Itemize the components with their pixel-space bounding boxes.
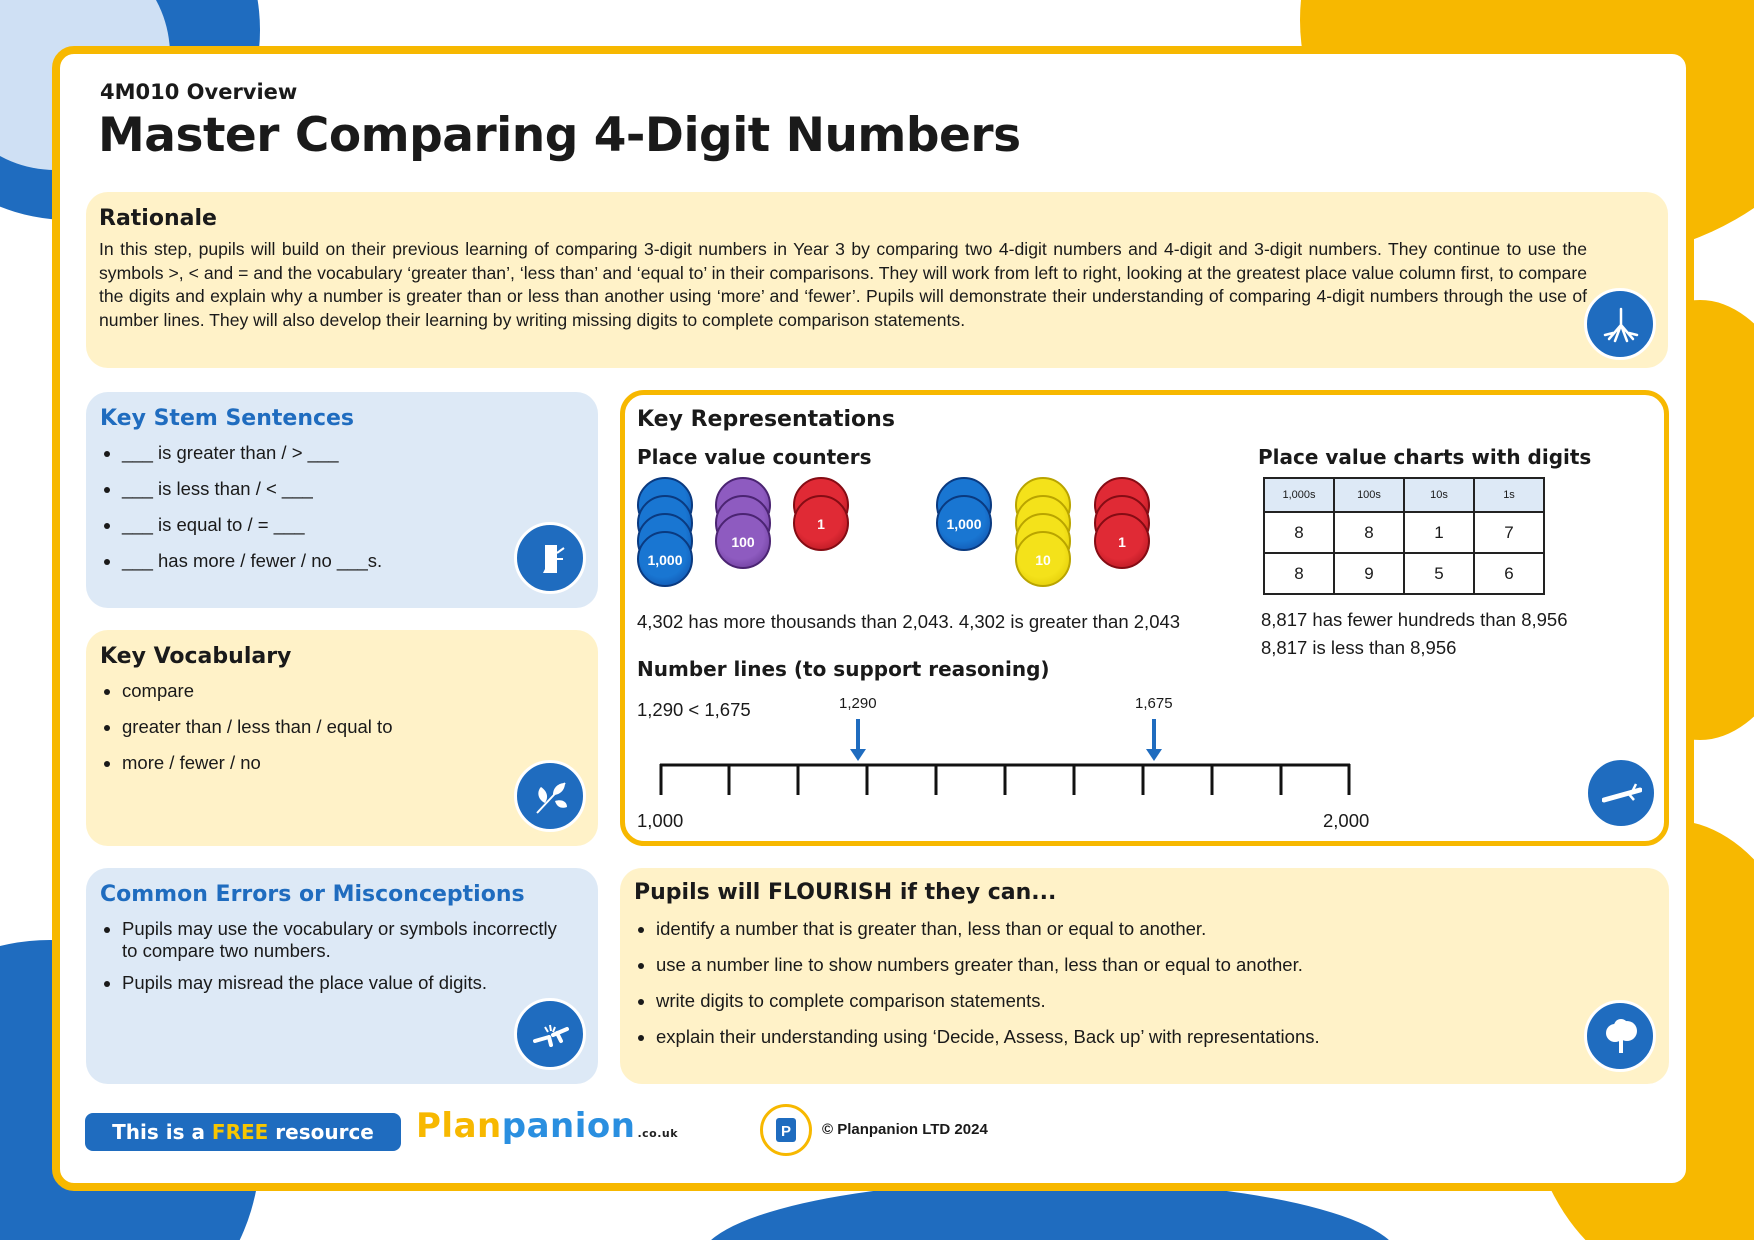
chart-cell: 6 xyxy=(1474,553,1544,594)
counters-caption: 4,302 has more thousands than 2,043. 4,302 is greater than 2,043 xyxy=(637,611,1181,632)
number-line xyxy=(625,715,1385,795)
counter-thousand: 1,000 xyxy=(637,531,693,587)
chart-heading: Place value charts with digits xyxy=(1258,445,1592,469)
free-resource-pill[interactable] xyxy=(85,1113,401,1182)
logo-plan: Plan xyxy=(416,1106,502,1146)
logo-domain: .co.uk xyxy=(637,1127,679,1140)
list-item: • write digits to complete comparison statements. xyxy=(656,990,1320,1012)
flourish-list xyxy=(620,918,1320,1062)
place-value-chart xyxy=(1263,477,1545,595)
pill-prefix: This is a xyxy=(112,1120,212,1144)
vocabulary-heading: Key Vocabulary xyxy=(100,644,292,669)
tree-stump-icon xyxy=(514,522,586,594)
chart-cell: 1 xyxy=(1404,512,1474,553)
leaves-icon xyxy=(514,760,586,832)
stem-sentences-list xyxy=(86,442,382,586)
chart-cell: 9 xyxy=(1334,553,1404,594)
list-item: • use a number line to show numbers greater than, less than or equal to another. xyxy=(656,954,1320,976)
key-representations-panel xyxy=(620,390,1669,846)
counters-heading: Place value counters xyxy=(637,445,872,469)
lesson-code: 4M010 Overview xyxy=(100,80,298,104)
stem-sentences-panel xyxy=(86,392,598,608)
list-item: • ___ has more / fewer / no ___s. xyxy=(122,550,382,572)
roots-icon xyxy=(1584,288,1656,360)
stem-sentences-heading: Key Stem Sentences xyxy=(100,406,355,431)
marker-a-label: 1,290 xyxy=(839,695,877,712)
tree-icon xyxy=(1584,1000,1656,1072)
table-row xyxy=(1264,512,1544,553)
chart-header: 1,000s xyxy=(1264,478,1334,512)
numberline-heading: Number lines (to support reasoning) xyxy=(637,657,1050,681)
logo-panion: panion xyxy=(501,1106,636,1146)
counter-ten: 10 xyxy=(1015,531,1071,587)
planpanion-logo[interactable] xyxy=(416,1106,678,1146)
list-item: • greater than / less than / equal to xyxy=(122,716,392,738)
vocabulary-panel xyxy=(86,630,598,846)
flourish-panel xyxy=(620,868,1669,1084)
list-item: • more / fewer / no xyxy=(122,752,392,774)
svg-text:P: P xyxy=(780,1123,792,1140)
list-item: • ___ is greater than / > ___ xyxy=(122,442,382,464)
chart-cell: 5 xyxy=(1404,553,1474,594)
chart-cell: 8 xyxy=(1264,512,1334,553)
errors-heading: Common Errors or Misconceptions xyxy=(100,882,525,907)
key-representations-heading: Key Representations xyxy=(637,407,895,432)
counter-one: 1 xyxy=(1094,513,1150,569)
chart-cell: 7 xyxy=(1474,512,1544,553)
table-row xyxy=(1264,553,1544,594)
chart-header: 100s xyxy=(1334,478,1404,512)
rationale-text: In this step, pupils will build on their previous learning of comparing 3-digit numbers in Year 3 by comparing two 4-digit numbers and 4-digit and 3-digit numbers. They continue to use the symbols >, < and = and the vocabulary ‘greater than’, ‘less than’ and ‘equal to’ in their comparisons. They will work from left to right, looking at the greatest place value column first, to compare the digits and explain why a number is greater than or less than another using ‘more’ and ‘fewer’. Pupils will demonstrate their understanding of comparing 4-digit numbers through the use of number lines. They will also develop their learning by writing missing digits to complete comparison statements. xyxy=(99,239,1587,330)
list-item: • Pupils may use the vocabulary or symbols incorrectly to compare two numbers. xyxy=(122,918,572,962)
vocabulary-list xyxy=(86,680,392,788)
counter-thousand: 1,000 xyxy=(936,495,992,551)
list-item: • Pupils may misread the place value of digits. xyxy=(122,972,572,994)
list-item: • identify a number that is greater than, less than or equal to another. xyxy=(656,918,1320,940)
rationale-panel xyxy=(86,192,1668,368)
numberline-start: 1,000 xyxy=(637,810,684,831)
counter-hundred: 100 xyxy=(715,513,771,569)
branch-icon xyxy=(1585,757,1657,829)
list-item: • compare xyxy=(122,680,392,702)
list-item: • ___ is less than / < ___ xyxy=(122,478,382,500)
list-item: • ___ is equal to / = ___ xyxy=(122,514,382,536)
list-item: • explain their understanding using ‘Decide, Assess, Back up’ with representations. xyxy=(656,1026,1320,1048)
broken-branch-icon xyxy=(514,998,586,1070)
errors-panel xyxy=(86,868,598,1084)
copyright: © Planpanion LTD 2024 xyxy=(822,1121,988,1138)
numberline-end: 2,000 xyxy=(1323,810,1370,831)
pill-free: FREE xyxy=(211,1120,269,1144)
flourish-heading: Pupils will FLOURISH if they can... xyxy=(634,880,1057,905)
pill-suffix: resource from xyxy=(216,1120,374,1182)
chart-header: 10s xyxy=(1404,478,1474,512)
chart-caption-2: 8,817 is less than 8,956 xyxy=(1261,637,1457,658)
marker-b-label: 1,675 xyxy=(1135,695,1173,712)
counter-one: 1 xyxy=(793,495,849,551)
rationale-heading: Rationale xyxy=(99,206,217,231)
chart-header: 1s xyxy=(1474,478,1544,512)
errors-list xyxy=(86,918,572,1008)
planpanion-badge-icon xyxy=(760,1104,812,1156)
page-title: Master Comparing 4-Digit Numbers xyxy=(98,108,1021,163)
chart-caption-1: 8,817 has fewer hundreds than 8,956 xyxy=(1261,609,1568,630)
chart-cell: 8 xyxy=(1334,512,1404,553)
chart-cell: 8 xyxy=(1264,553,1334,594)
numberline-statement: 1,290 < 1,675 xyxy=(637,699,751,720)
